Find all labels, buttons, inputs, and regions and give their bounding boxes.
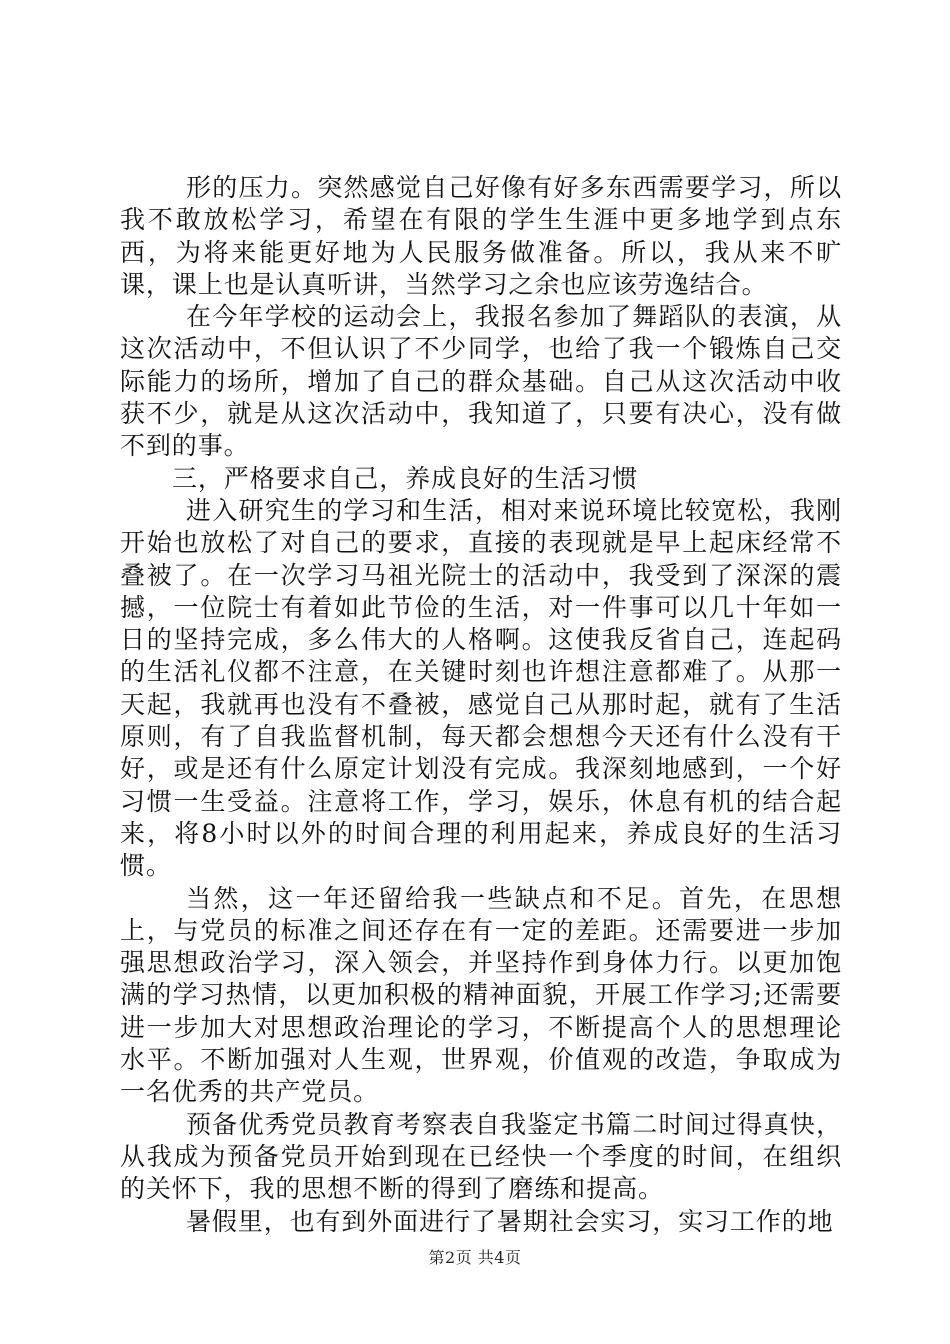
paragraph-1: 形的压力。突然感觉自己好像有好多东西需要学习，所以我不敢放松学习，希望在有限的学生生涯中更多地学到点东西，为将来能更好地为人民服务做准备。所以，我从来不旷课，课上也是认真听讲，当然学习之余也应该劳逸结合。 [120,173,842,299]
paragraph-2: 在今年学校的运动会上，我报名参加了舞蹈队的表演，从这次活动中，不但认识了不少同学，也给了我一个锻炼自己交际能力的场所，增加了自己的群众基础。自己从这次活动中收获不少，就是从这次活动中，我知道了，只要有决心，没有做不到的事。 [120,302,842,461]
paragraph-4: 当然，这一年还留给我一些缺点和不足。首先，在思想上，与党员的标准之间还存在有一定的差距。还需要进一步加强思想政治学习，深入领会，并坚持作到身体力行。以更加饱满的学习热情，以更加积极的精神面貌，开展工作学习;还需要进一步加大对思想政治理论的学习，不断提高个人的思想理论水平。不断加强对人生观，世界观，价值观的改造，争取成为一名优秀的共产党员。 [120,883,842,1107]
document-body [120,172,842,1238]
paragraph-3: 进入研究生的学习和生活，相对来说环境比较宽松，我刚开始也放松了对自己的要求，直接的表现就是早上起床经常不叠被了。在一次学习马祖光院士的活动中，我受到了深深的震撼，一位院士有着如此节俭的生活，对一件事可以几十年如一日的坚持完成，多么伟大的人格啊。这使我反省自己，连起码的生活礼仪都不注意，在关键时刻也许想注意都难了。从那一天起，我就再也没有不叠被，感觉自己从那时起，就有了生活原则，有了自我监督机制，每天都会想想今天还有什么没有干好，或是还有什么原定计划没有完成。我深刻地感到，一个好习惯一生受益。注意将工作，学习，娱乐，休息有机的结合起来，将8小时以外的时间合理的利用起来，养成良好的生活习惯。 [120,495,842,881]
paragraph-5: 预备优秀党员教育考察表自我鉴定书篇二时间过得真快，从我成为预备党员开始到现在已经快一个季度的时间，在组织的关怀下，我的思想不断的得到了磨练和提高。 [120,1109,842,1204]
paragraph-6: 暑假里，也有到外面进行了暑期社会实习，实习工作的地 [186,1206,834,1236]
page-number-footer: 第2页 共4页 [428,1248,522,1267]
section-heading: 三，严格要求自己，养成良好的生活习惯 [172,463,639,493]
